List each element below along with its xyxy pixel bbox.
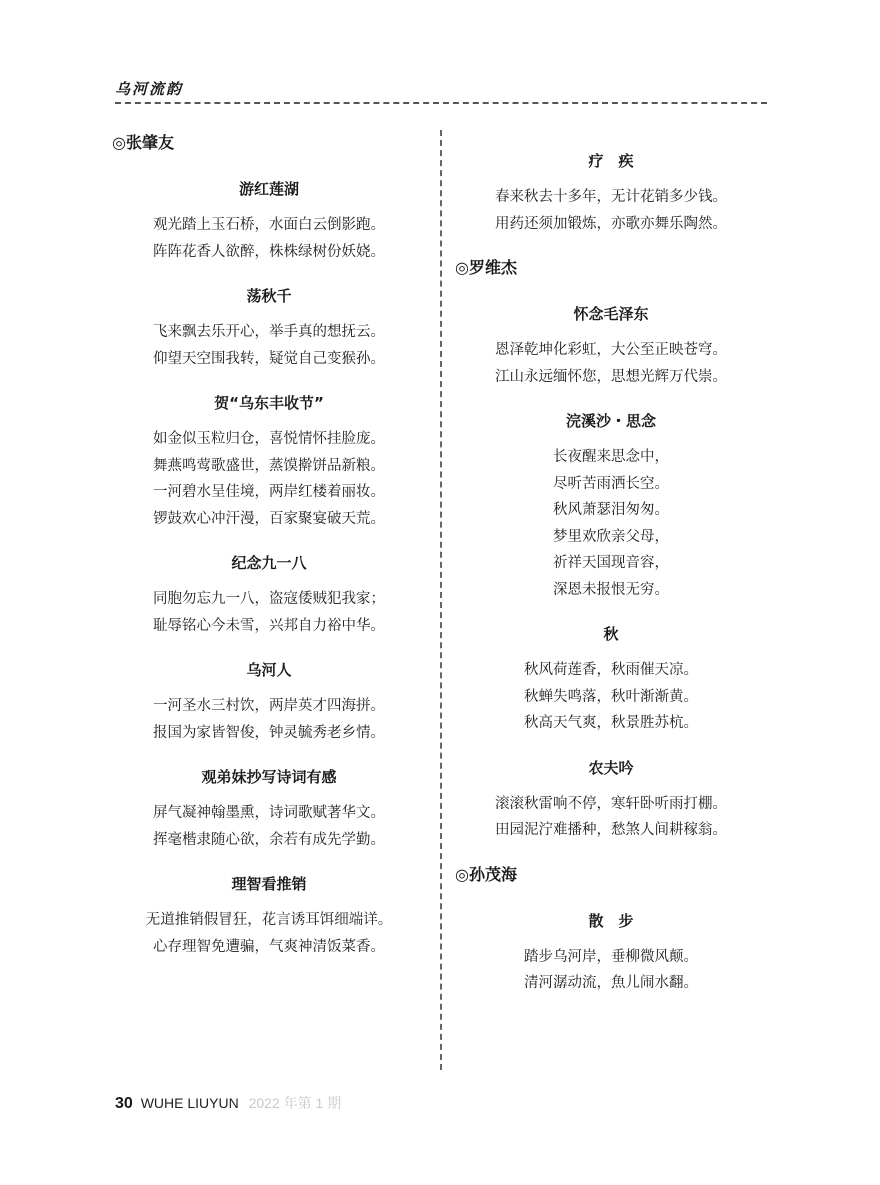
- poem-line: 屏气凝神翰墨熏，诗词歌赋著华文。: [153, 805, 385, 821]
- poem-line: 同胞勿忘九一八，盗寇倭贼犯我家；: [153, 591, 385, 607]
- poem-line: 阵阵花香人欲醉，株株绿树份妖娆。: [153, 243, 385, 260]
- poem: [455, 301, 767, 390]
- right-poems-group-3: [455, 908, 767, 997]
- poem: [455, 621, 767, 737]
- poem-title: 农夫吟: [588, 758, 634, 777]
- poem-body: [112, 907, 426, 960]
- poem-line: 秋风萧瑟泪匆匆。: [553, 502, 669, 518]
- poem: [112, 390, 426, 532]
- poem-title: 怀念毛泽东: [573, 305, 649, 323]
- author-name: ◎张肇友: [112, 133, 174, 152]
- poem-line: 恩泽乾坤化彩虹，大公至正映苍穹。: [495, 342, 727, 358]
- poem: [112, 283, 426, 372]
- poem-body: [112, 586, 426, 639]
- poem-body: [455, 184, 767, 237]
- right-first-poem: [455, 148, 767, 237]
- poem-line: 挥毫楷隶随心欲，余若有成先学勤。: [153, 831, 385, 848]
- poem-line: 仰望天空围我转，疑觉自己变猴孙。: [153, 350, 385, 367]
- poem-line: 飞来飘去乐开心，举手真的想抚云。: [153, 324, 385, 340]
- right-poems-group-2: [455, 301, 767, 844]
- poem-line: 江山永远缅怀您，思想光辉万代崇。: [495, 368, 727, 385]
- poem-line: 一河圣水三村饮，两岸英才四海拼。: [153, 698, 385, 714]
- poem-title: 乌河人: [246, 661, 292, 679]
- poem: [112, 176, 426, 265]
- poem: [455, 408, 767, 603]
- poem: [455, 755, 767, 844]
- poem-body: [112, 426, 426, 532]
- poem-line: 尽听苦雨洒长空。: [553, 475, 669, 492]
- poem-line: 长夜醒来思念中，: [553, 449, 669, 465]
- poem-line: 如金似玉粒归仓，喜悦情怀挂脸庞。: [153, 431, 385, 447]
- poem-line: 田园泥泞难播种，愁煞人间耕稼翁。: [495, 822, 727, 838]
- poem-title: 秋: [603, 625, 619, 643]
- poem-title: 散 步: [588, 911, 634, 930]
- poem-line: 舞燕鸣莺歌盛世，蒸馍擀饼品新粮。: [153, 457, 385, 474]
- poem-title: 疗 疾: [588, 152, 634, 170]
- poem: [112, 550, 426, 639]
- poem-line: 锣鼓欢心冲汗漫，百家聚宴破天荒。: [153, 510, 385, 527]
- poem-line: 报国为家皆智俊，钟灵毓秀老乡情。: [153, 724, 385, 741]
- poem-line: 秋风荷莲香，秋雨催天凉。: [524, 662, 698, 678]
- author-name: ◎罗维杰: [455, 258, 517, 277]
- poem-line: 清河潺动流，魚儿闹水翻。: [524, 975, 698, 991]
- poem-line: 一河碧水呈佳境，两岸红楼着丽妆。: [153, 484, 385, 500]
- poem-body: [455, 444, 767, 603]
- poem-line: 秋蝉失鸣落，秋叶渐渐黄。: [524, 688, 698, 705]
- page-number: 30: [115, 1095, 133, 1112]
- poem-line: 深恩未报恨无穷。: [553, 581, 669, 598]
- header-divider: [115, 102, 767, 104]
- issue-label: 2022 年第 1 期: [248, 1095, 342, 1111]
- left-column: [112, 130, 426, 978]
- poem-body: [455, 791, 767, 844]
- running-header: 乌河流韵: [115, 80, 184, 98]
- poem-body: [112, 693, 426, 746]
- poem-title: 荡秋千: [246, 287, 292, 305]
- poem-body: [112, 800, 426, 853]
- magazine-name: WUHE LIUYUN: [140, 1095, 239, 1111]
- poem-body: [455, 944, 767, 997]
- poem-line: 心存理智免遭骗，气爽神清饭菜香。: [153, 938, 385, 955]
- right-column: [455, 130, 767, 1015]
- poem-line: 踏步乌河岸，垂柳微风颠。: [524, 948, 698, 965]
- poem-body: [112, 212, 426, 265]
- poem-line: 用药还须加锻炼，亦歌亦舞乐陶然。: [495, 215, 727, 232]
- poem-body: [455, 337, 767, 390]
- poem-body: [455, 657, 767, 737]
- page-footer: [115, 1093, 341, 1113]
- column-divider: [440, 130, 442, 1070]
- poem-line: 耻辱铭心今未雪，兴邦自力裕中华。: [153, 617, 385, 634]
- poem-body: [112, 319, 426, 372]
- poem-line: 无道推销假冒狂，花言诱耳饵细端详。: [145, 912, 393, 928]
- poem: [112, 764, 426, 853]
- left-poems: [112, 176, 426, 960]
- poem-line: 梦里欢欣亲父母，: [553, 528, 669, 545]
- poem: [455, 148, 767, 237]
- poem-title: 浣溪沙・思念: [565, 412, 656, 430]
- author-name: ◎孙茂海: [455, 864, 517, 884]
- poem-line: 秋高天气爽，秋景胜苏杭。: [524, 715, 698, 731]
- poem-title: 纪念九一八: [231, 554, 307, 572]
- poem: [112, 657, 426, 746]
- poem-line: 滚滚秋雷响不停，寒轩卧听雨打棚。: [495, 795, 727, 812]
- poem: [455, 908, 767, 997]
- poem-title: 观弟妹抄写诗词有感: [201, 768, 337, 786]
- poem-title: 贺“乌东丰收节”: [214, 394, 324, 412]
- poem-line: 春来秋去十多年，无计花销多少钱。: [495, 189, 727, 205]
- poem: [112, 871, 426, 960]
- poem-line: 祈祥天国现音容，: [553, 555, 669, 571]
- poem-title: 游红莲湖: [238, 180, 299, 198]
- poem-title: 理智看推销: [231, 875, 307, 893]
- poem-line: 观光踏上玉石桥，水面白云倒影跑。: [153, 217, 385, 233]
